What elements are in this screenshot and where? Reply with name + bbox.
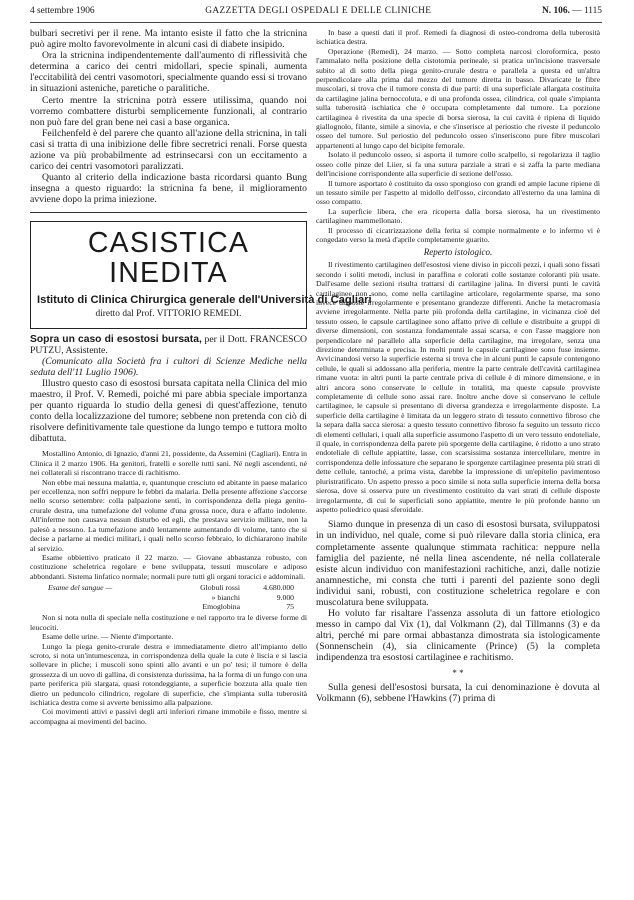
blood-label: Esame del sangue —	[48, 583, 113, 593]
paragraph: Feilchenfeld è del parere che quanto all'azione della stricnina, in tali casi si tratta di una inibizione delle fibre secretrici renali. Forse questa azione va più probabilmente ad estrinsecarsi con un eccitamento a carico dei centri vasomotori paralizzati.	[30, 127, 307, 173]
paragraph-small: Il processo di cicatrizzazione della ferita si compie normalmente e lo infermo vi è congedato verso la metà d'aprile completamente guarito.	[316, 225, 600, 244]
section-heading: Reperto istologico.	[423, 247, 493, 258]
blood-key: Globuli rossi	[200, 583, 240, 593]
header-page-number: — 1115	[572, 6, 602, 16]
left-column	[30, 28, 372, 894]
operation-paragraph: Operazione (Remedi), 24 marzo. — Sotto completa narcosi cloroformica, posto l'ammalato nella posizione della cistotomia perineale, si pratica un'incisione trasversale subito al di sotto della piega genito-crurale destra e parallela a questa ed un'altra perpendicolare alla prima dal mezzo del tumore diretta in basso. Divaricate le fibre muscolari, si trova che il tumore consta di due parti: di una superficiale allargata costituita da cartilagine jalina bernoccoluta, e di una profonda ossea, cilindrica, col quale s'impianta sulla tuberosità ischiatica che è occupata completamente dal tumore. La porzione cartilaginea è rivestita da una specie di borsa sierosa, la cui cavità è ripiena di liquido giallognolo, filante, simile a sinovia, e che s'inserisce al periostio che riveste il peduncolo osseo del tumore. Sul periostio del peduncolo osseo s'inseriscono pure fibre muscolari appartenenti al lungo capo del bicipite femorale.	[316, 46, 600, 150]
article-title: Sopra un caso di esostosi bursata,	[30, 333, 202, 345]
paragraph-small: Esame delle urine. — Niente d'importante.	[42, 632, 174, 642]
histology-paragraph: Il rivestimento cartilagineo dell'esostosi viene diviso in piccoli pezzi, i quali sono fissati secondo i soliti metodi, inclusi in paraffina e colorati colle sostanze coloranti più usate. Dall'esame delle sezioni risulta trattarsi di cartilagine jalina. In diversi punti le cavità cartilaginee non sono, come nella cartilagine articolare, regolarmente sparse, ma sono invece disposte irregolarmente e presentano grandezze differenti. Anche la metacromasia avviene irregolarmente. Nella parte più profonda della cartilagine, in vicinanza cioè del tessuto osseo, le capsule cartilaginee sono affatto prive di cellule e distribuite a gruppi di diverse dimensioni, con sostanza fondamentale assai scarsa, e con l'asse maggiore non perpendicolare né parallelo alla superficie della cartilagine, ma irregolare, senza una direzione determinata e precisa. In molti punti le capsule cartilaginee sono fuse insieme. Avvicinandosi verso la superficie esterna si trova che in alcuni punti le capsule contengono cellule, le quali si addossano alla periferia, mentre la parte centrale dell'cavità cartilaginea rimane vuota: in altri punti la parte centrale priva di cellule è di minore dimensione, e in altri ancora sono conservate le cellule in totalità, ma queste capsule provviste completamente di cellule sono assai rare. Inoltre anche dove si conservano le cellule cartilaginee, le capsule si presentano di diversa grandezza e irregolarmente disposte. La superficie della cartilagine è limitata da un leggero strato di tessuto connettivo fibroso che la separa dalla sacca sierosa: a questo tessuto connettivo fibroso fa seguito un tessuto ricco di elementi cellulari, i quali alla superficie assumono l'aspetto di un vero tessuto endoteliale, il quale, in corrispondenza della parete più sporgente della cartilagine, è ridotto a uno strato endoteliale di cellule appiattite, lasse, con scarsissima sostanza intercellulare, mentre in corrispondenza delle infossature che separano le sporgenze cartilaginee presenta più strati di dette cellule, tantoché, a prima vista, darebbe la impressione di un'epitelio pavimentoso pluristratificato. Un aspetto presso a poco simile si nota sulla superficie interna della borsa sierosa, dove si osserva pure un rivestimento costituito da vari strati di cellule disposte irregolarmente, di cui le superficiali sono appiattite, mentre le più profonde hanno un aspetto poliedrico quasi sferoidale.	[316, 260, 600, 514]
paragraph: Ho voluto far risaltare l'assenza assoluta di un fattore etiologico messo in campo dal Vix (1), dal Volkmann (2), dal Tillmanns (3) e da altri, perché mi pare ormai abbastanza dimostrata sia istologicamente (Sonnenschein (4), sia clinicamente (Prince) (5) la completa indipendenza tra esostosi cartilaginee e rachitismo.	[316, 608, 600, 664]
table-row	[30, 602, 307, 611]
blood-key: » bianchi	[211, 592, 240, 602]
blood-table	[30, 583, 307, 611]
section-separator: * *	[452, 667, 464, 678]
institute-name: Istituto di Clinica Chirurgica generale dell'Università di Cagliari	[37, 293, 372, 306]
paragraph: Sulla genesi dell'esostosi bursata, la cui denominazione è dovuta al Volkmann (6), sebbene l'Hawkins (7) prima di	[316, 681, 600, 704]
exam-paragraph: Esame obbiettivo praticato il 22 marzo. — Giovane abbastanza robusto, con costituzione scheletrica regolare e bene sviluppata, tessuti muscolare e adiposo abbondanti. Sistema linfatico normale; normali pure tutti gli organi toracici e addominali.	[30, 552, 307, 581]
director-line: diretto dal Prof. VITTORIO REMEDI.	[95, 308, 242, 319]
paragraph-small: In base a questi dati il prof. Remedi fa diagnosi di osteo-condroma della tuberosità ischiatica destra.	[316, 28, 600, 47]
header-journal-title: GAZZETTA DEGLI OSPEDALI E DELLE CLINICHE	[205, 6, 432, 16]
paragraph-small: Il tumore asportato è costituito da osso spongioso con grandi ed ampie lacune ripiene di un tessuto simile per l'aspetto al midollo dell'osso, circondato all'esterno da una lamina di osso compatto.	[316, 178, 600, 207]
section-title: CASISTICA INEDITA	[87, 226, 250, 289]
blood-value: 9.000	[276, 592, 294, 602]
table-row	[30, 583, 307, 592]
paragraph: Ora la stricnina indipendentemente dall'aumento di riflessività che determina a carico dei centri midollari, specie spinali, aumenta l'eccitabilità dei centri vasomotori, specialmente quando essi si trovano in situazioni asteniche, paretiche o paralitiche.	[30, 50, 307, 95]
blood-value: 4.680.000	[263, 583, 294, 593]
article-author: per il Dott. FRANCESCO PUTZU, Assistente.	[30, 333, 307, 356]
blood-key: Emoglobina	[202, 601, 240, 611]
communication-note: (Comunicato alla Società fra i cultori di Scienze Mediche nella seduta dell'11 Luglio 1906).	[30, 355, 307, 378]
paragraph: Illustro questo caso di esostosi bursata capitata nella Clinica del mio maestro, il Prof. V. Remedi, poiché mi pare abbia speciale importanza per quanto riguarda lo studio della genesi di quest'affezione, tenuto conto della localizzazione del tumore; sebbene non pretenda con ciò di risolvere definitivamente tale questione da lungo tempo e tuttora molto dibattuta.	[30, 377, 307, 445]
page-header	[30, 6, 602, 23]
paragraph-small: Lungo la piega genito-crurale destra e immediatamente dietro all'impianto dello scroto, si nota un'intumescenza, in corrispondenza della quale la cute è liscia e si lascia sollevare in pliche; i muscoli sono spinti allo avanti e un po' tesi; il tumore è della grossezza di un uovo di gallina, di consistenza durissima, ha la forma di un fungo con una parte periferica più slargata, quasi rotondeggiante, a superficie bozzuta alla quale tien dietro un peduncolo cilindrico, regolare di superficie, che s'impianta sulla tuberosità ischiatica destra come si avverte benissimo alla palpazione.	[30, 641, 307, 707]
paragraph: Certo mentre la stricnina potrà essere utilissima, quando noi vorremo combattere disturbi semplicemente funzionali, al contrario non può fare del gran bene nei casi a base organica.	[30, 94, 307, 128]
header-date: 4 settembre 1906	[30, 6, 95, 16]
case-history: Non ebbe mai nessuna malattia, e, quantunque cresciuto ed abitante in paese malarico per eccellenza, non soffrì neppure le febbri da malaria. Della presente affezione s'accorse nello scorso settembre: colla palpazione sentì, in corrispondenza della piega genito-crurale destra, una tumefazione del volume d'una grossa noce, dura e affatto indolente. All'inferme non causava nessun disturbo ed egli, che prestava servizio militare, non la palesò a nessuno. La tumefazione andò lentamente aumentando di volume, tanto che si decise a parlarne ai medici militari, i quali nello scorso febbraio, lo dichiararono inabile al servizio.	[30, 477, 307, 553]
divider	[30, 212, 307, 213]
paragraph: Quanto al criterio della indicazione basta ricordarsi quanto Bung insegna a questo riguardo: la stricnina fa bene, il miglioramento avviene dopo la prima iniezione.	[30, 172, 307, 206]
right-column	[316, 28, 600, 894]
case-history: Mostallino Antonio, di Ignazio, d'anni 21, possidente, da Assemini (Cagliari). Entra in Clinica il 2 marzo 1906. Ha genitori, fratelli e sorelle tutti sani. Né negli ascendenti, né nei collaterali si riscontrano tracce di rachitismo.	[30, 449, 307, 478]
paragraph-small: Isolato il peduncolo osseo, si asporta il tumore collo scalpello, si regolarizza il taglio osseo colle pinze del Liier, si fa una sutura parziale a strati e si zaffa la parte mediana dell'incisione corrispondente alla superficie di sezione dell'osso.	[316, 150, 600, 179]
header-issue-number: N. 106.	[542, 6, 570, 16]
paragraph: Siamo dunque in presenza di un caso di esostosi bursata, sviluppatosi in un individuo, nel quale, come si può rilevare dalla storia clinica, era completamente assente qualunque stimmata rachitica: neppure nella famiglia del paziente, né nella linea ascendente, né nella collaterale esiste alcun individuo con manifestazioni rachitiche, anzi, dalle notizie anamnestiche, mi consta che tutti i parenti del paziente sono degli individui sani, robusti, con costituzione scheletrica regolare e con muscolatura bene sviluppata.	[316, 519, 600, 608]
table-row	[30, 593, 307, 602]
paragraph-small: Coi movimenti attivi e passivi degli arti inferiori rimane immobile e fisso, mentre si accompagna ai movimenti del bacino.	[30, 707, 307, 726]
paragraph-small: La superficie libera, che era ricoperta dalla borsa sierosa, ha un rivestimento cartilagineo mammellonato.	[316, 206, 600, 226]
section-box	[30, 221, 372, 329]
paragraph: bulbari secretivi per il rene. Ma intanto esiste il fatto che la stricnina può agire molto favorevolmente in alcuni casi di diabete insipido.	[30, 28, 307, 51]
article-heading	[30, 334, 307, 356]
paragraph-small: Non si nota nulla di speciale nella costituzione e nel rapporto tra le diverse forme di leucociti.	[30, 613, 307, 632]
header-page-info	[542, 6, 602, 16]
blood-value: 75	[286, 601, 294, 611]
